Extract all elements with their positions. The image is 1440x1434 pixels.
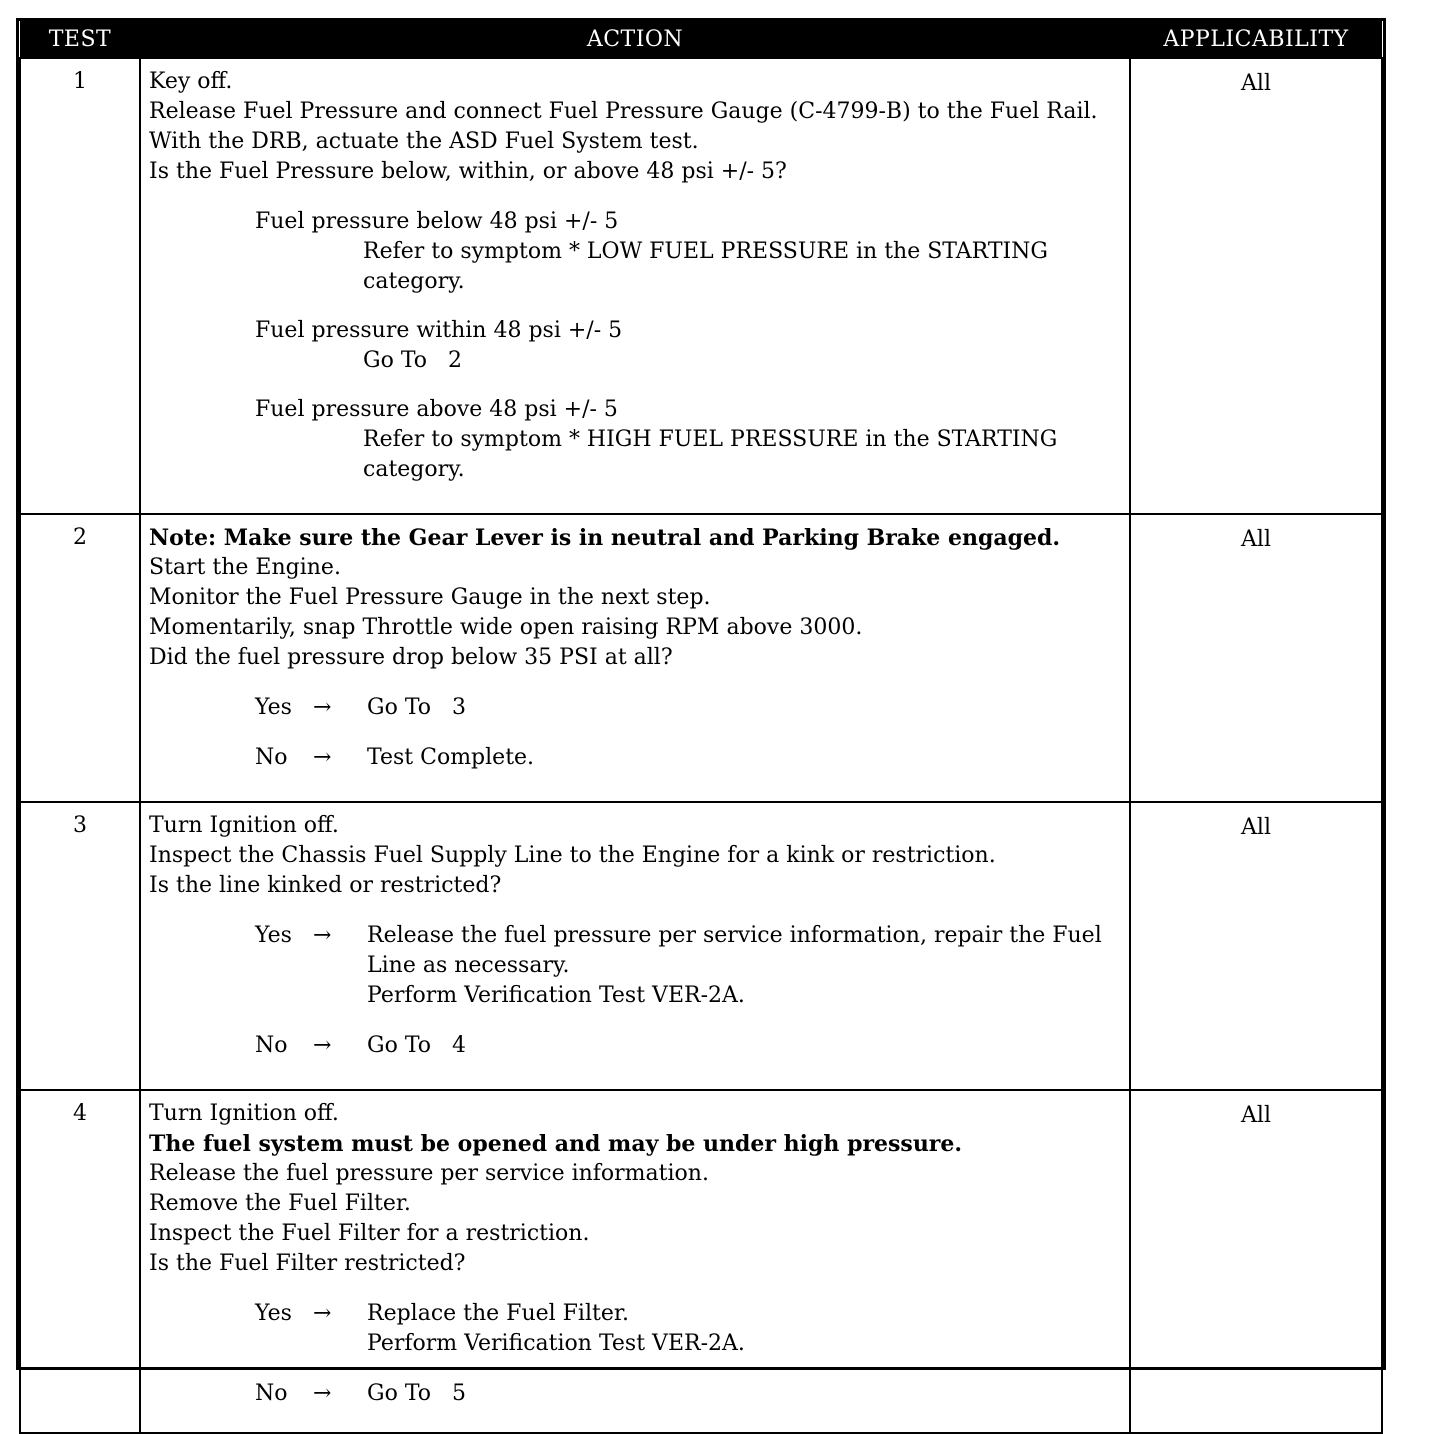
applicability: All [1130, 58, 1382, 514]
arrow-right-icon: → [313, 1033, 332, 1058]
action-line: Key off. [149, 69, 233, 94]
test-action [140, 1090, 1130, 1433]
no-label: No [255, 1033, 288, 1058]
test-number: 4 [20, 1090, 140, 1433]
arrow-right-icon: → [313, 923, 332, 948]
table-row [20, 58, 1382, 514]
action-line: Start the Engine. [149, 555, 341, 580]
yes-result: Perform Verification Test VER-2A. [367, 983, 745, 1008]
diagnostic-table [19, 21, 1383, 1434]
test-number: 1 [20, 58, 140, 514]
yes-result: Go To 3 [367, 695, 466, 720]
action-line: Momentarily, snap Throttle wide open raising RPM above 3000. [149, 615, 863, 640]
yes-branch [149, 1299, 1123, 1359]
branch-within [149, 316, 1123, 376]
action-line: Did the fuel pressure drop below 35 PSI at all? [149, 645, 673, 670]
header-action: ACTION [140, 21, 1130, 58]
yes-label: Yes [255, 923, 292, 948]
action-line: Release Fuel Pressure and connect Fuel Pressure Gauge (C-4799-B) to the Fuel Rail. [149, 99, 1098, 124]
branch-condition: Fuel pressure below 48 psi +/- 5 [255, 209, 619, 234]
no-result: Test Complete. [367, 745, 535, 770]
yes-branch [149, 921, 1123, 1011]
table-row [20, 802, 1382, 1090]
branch-above [149, 395, 1123, 485]
branch-result: Refer to symptom * HIGH FUEL PRESSURE in the STARTING [363, 427, 1058, 452]
action-line: Inspect the Fuel Filter for a restriction. [149, 1221, 590, 1246]
yes-result: Line as necessary. [367, 953, 570, 978]
test-action [140, 58, 1130, 514]
no-label: No [255, 745, 288, 770]
applicability: All [1130, 802, 1382, 1090]
header-applicability: APPLICABILITY [1130, 21, 1382, 58]
yes-label: Yes [255, 1301, 292, 1326]
yes-result: Replace the Fuel Filter. [367, 1301, 629, 1326]
header-test: TEST [20, 21, 140, 58]
warning-text: The fuel system must be opened and may be under high pressure. [149, 1131, 963, 1157]
branch-result: Go To 2 [363, 348, 462, 373]
arrow-right-icon: → [313, 1381, 332, 1406]
table-row [20, 514, 1382, 802]
yes-branch [149, 693, 1123, 723]
no-result: Go To 4 [367, 1033, 466, 1058]
branch-below [149, 207, 1123, 297]
note-text: Note: Make sure the Gear Lever is in neutral and Parking Brake engaged. [149, 525, 1061, 551]
yes-label: Yes [255, 695, 292, 720]
test-action [140, 514, 1130, 802]
test-action [140, 802, 1130, 1090]
action-line: Is the line kinked or restricted? [149, 873, 502, 898]
no-branch [149, 1031, 1123, 1061]
table-header [20, 21, 1382, 58]
branch-result: Refer to symptom * LOW FUEL PRESSURE in the STARTING [363, 239, 1049, 264]
action-line: Turn Ignition off. [149, 1101, 339, 1126]
no-branch [149, 1379, 1123, 1409]
action-line: Is the Fuel Pressure below, within, or above 48 psi +/- 5? [149, 159, 787, 184]
action-line: Inspect the Chassis Fuel Supply Line to the Engine for a kink or restriction. [149, 843, 996, 868]
applicability: All [1130, 1090, 1382, 1433]
no-branch [149, 743, 1123, 773]
action-line: Is the Fuel Filter restricted? [149, 1251, 466, 1276]
arrow-right-icon: → [313, 1301, 332, 1326]
test-number: 3 [20, 802, 140, 1090]
diagnostic-table-sheet [16, 18, 1386, 1406]
applicability: All [1130, 514, 1382, 802]
action-line: Monitor the Fuel Pressure Gauge in the next step. [149, 585, 711, 610]
branch-result: category. [363, 269, 465, 294]
arrow-right-icon: → [313, 745, 332, 770]
no-result: Go To 5 [367, 1381, 466, 1406]
yes-result: Release the fuel pressure per service information, repair the Fuel [367, 923, 1102, 948]
action-line: Remove the Fuel Filter. [149, 1191, 411, 1216]
no-label: No [255, 1381, 288, 1406]
branch-condition: Fuel pressure within 48 psi +/- 5 [255, 318, 623, 343]
action-line: With the DRB, actuate the ASD Fuel System test. [149, 129, 699, 154]
action-line: Release the fuel pressure per service information. [149, 1161, 709, 1186]
branch-condition: Fuel pressure above 48 psi +/- 5 [255, 397, 618, 422]
branch-result: category. [363, 457, 465, 482]
test-number: 2 [20, 514, 140, 802]
yes-result: Perform Verification Test VER-2A. [367, 1331, 745, 1356]
action-line: Turn Ignition off. [149, 813, 339, 838]
arrow-right-icon: → [313, 695, 332, 720]
table-row [20, 1090, 1382, 1433]
